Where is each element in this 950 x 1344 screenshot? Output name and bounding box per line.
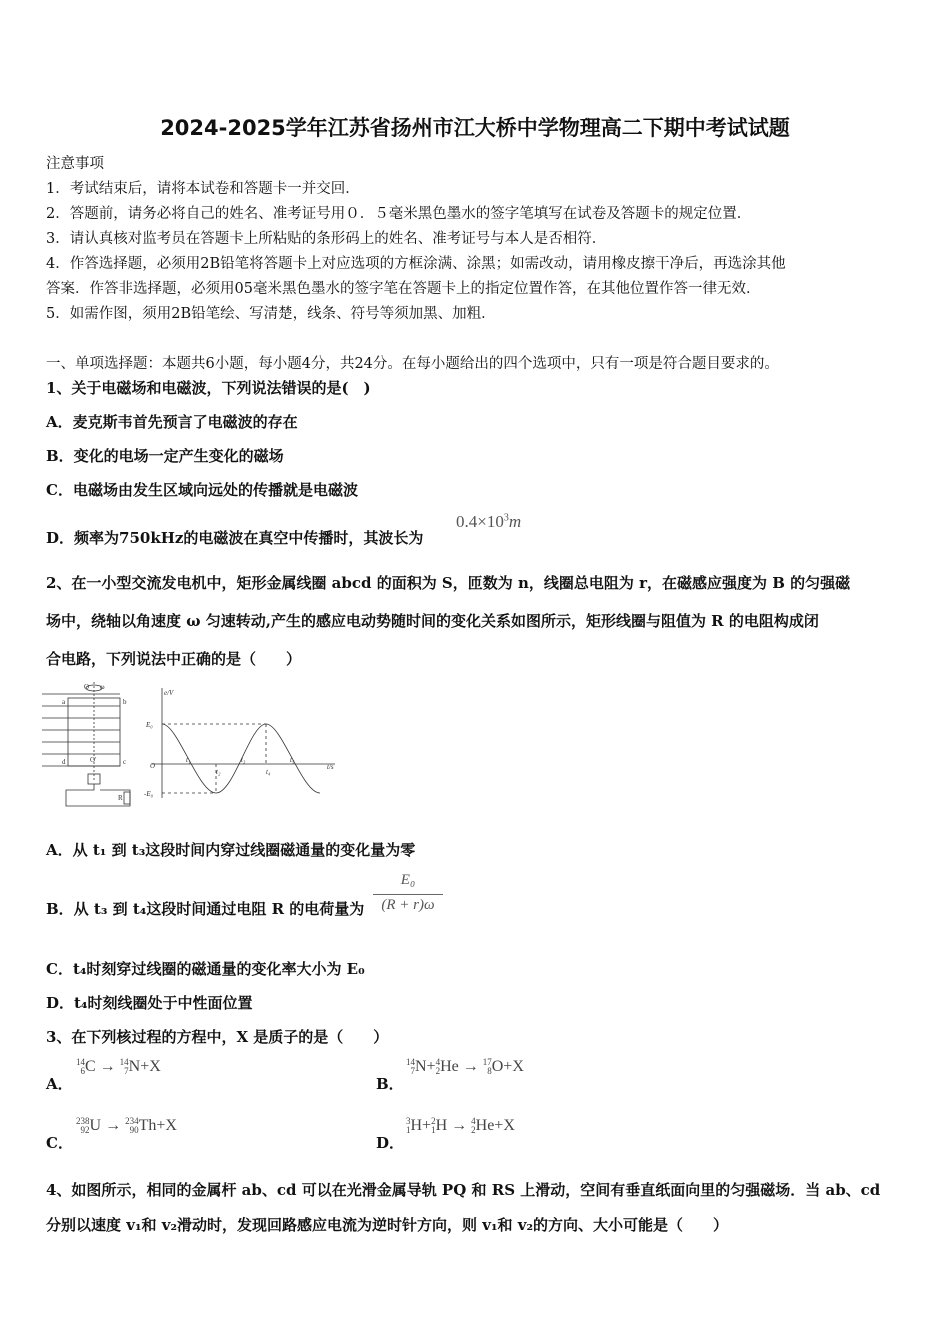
t1-label: t₁ [186, 756, 191, 764]
q3-option-c-label: C． [46, 1134, 73, 1152]
t5-label: t₅ [290, 756, 295, 764]
axis-top-label: O [84, 683, 90, 691]
t-axis-label: t/s [327, 763, 334, 771]
question-2-line: 合电路，下列说法中正确的是（ ） [46, 650, 302, 668]
q3-option-b-equation: 14 7N+4 2He → 17 8O+X [406, 1057, 524, 1076]
page-title: 2024-2025学年江苏省扬州市江大桥中学物理高二下期中考试试题 [160, 116, 790, 140]
question-2-line: 2、在一小型交流发电机中，矩形金属线圈 abcd 的面积为 S，匝数为 n，线圈总电阻为 r，在磁感应强度为 B 的匀强磁 [46, 574, 851, 592]
q2-option-c: C．t₄时刻穿过线圈的磁通量的变化率大小为 E₀ [46, 960, 365, 978]
t2-label: t₂ [216, 768, 221, 776]
section-heading: 一、单项选择题：本题共6小题，每小题4分，共24分。在每小题给出的四个选项中，只有一项是符合题目要求的。 [46, 356, 779, 372]
e0-label: E₀ [146, 721, 153, 729]
q2-option-a: A．从 t₁ 到 t₃这段时间内穿过线圈磁通量的变化量为零 [46, 841, 416, 859]
axis-bottom-label: O′ [90, 756, 97, 764]
question-1-stem: 1、关于电磁场和电磁波，下列说法错误的是( ) [46, 379, 371, 397]
question-4-line: 4、如图所示，相同的金属杆 ab、cd 可以在光滑金属导轨 PQ 和 RS 上滑动，空间有垂直纸面向里的匀强磁场．当 ab、cd [46, 1181, 881, 1199]
q3-option-a-equation: 14 6C → 14 7N+X [76, 1057, 161, 1076]
omega-label: ω [100, 683, 105, 691]
notice-item: 3．请认真核对监考员在答题卡上所粘贴的条形码上的姓名、准考证号与本人是否相符． [46, 231, 607, 247]
q3-option-c-equation: 238 92U → 234 90Th+X [76, 1116, 177, 1135]
notice-item: 4．作答选择题，必须用2B铅笔将答题卡上对应选项的方框涂满、涂黑；如需改动，请用橡皮擦干净后，再选涂其他 [46, 256, 786, 272]
fraction-numerator: E₀ [400, 872, 416, 888]
q2-option-b: B．从 t₃ 到 t₄这段时间通过电阻 R 的电荷量为 [46, 900, 365, 918]
neg-e0-label: -E₀ [144, 790, 154, 798]
t4-label: t₄ [266, 768, 271, 776]
question-2-line: 场中，绕轴以角速度 ω 匀速转动,产生的感应电动势随时间的变化关系如图所示，矩形线圈与阻值为 R 的电阻构成闭 [46, 612, 819, 630]
question-3-stem: 3、在下列核过程的方程中，X 是质子的是（ ） [46, 1028, 389, 1046]
q2-option-d: D．t₄时刻线圈处于中性面位置 [46, 994, 253, 1012]
notice-item: 2．答题前，请务必将自己的姓名、准考证号用０．５毫米黑色墨水的签字笔填写在试卷及答题卡的规定位置． [46, 206, 752, 222]
notice-item: 答案．作答非选择题，必须用05毫米黑色墨水的签字笔在答题卡上的指定位置作答，在其他位置作答一律无效． [46, 281, 761, 297]
q3-option-d-equation: 3 1H+2 1H → 4 2He+X [406, 1116, 515, 1135]
fraction-denominator: (R + r)ω [381, 897, 435, 913]
corner-b-label: b [123, 698, 127, 706]
q1-option-d: D．频率为750kHz的电磁波在真空中传播时，其波长为 [46, 529, 424, 547]
notice-item: 5．如需作图，须用2B铅笔绘、写清楚，线条、符号等须加黑、加粗． [46, 306, 496, 322]
t3-label: t₃ [241, 756, 246, 764]
e-axis-label: e/V [164, 689, 174, 697]
corner-c-label: c [123, 758, 127, 766]
q1-option-a: A．麦克斯韦首先预言了电磁波的存在 [46, 413, 298, 431]
q3-option-b-label: B． [376, 1075, 404, 1093]
q1-wavelength-formula: $0.4\times 10^3m$ [456, 512, 522, 531]
origin-label: O [150, 762, 156, 770]
generator-figure [40, 680, 350, 810]
resistor-label: R [118, 794, 123, 802]
q3-option-d-label: D． [376, 1134, 405, 1152]
q1-option-c: C．电磁场由发生区域向远处的传播就是电磁波 [46, 481, 358, 499]
q3-option-a-label: A． [46, 1075, 73, 1093]
corner-d-label: d [62, 758, 66, 766]
corner-a-label: a [62, 698, 66, 706]
question-4-line: 分别以速度 v₁和 v₂滑动时，发现回路感应电流为逆时针方向，则 v₁和 v₂的方向、大小可能是（ ） [46, 1216, 729, 1234]
notice-heading: 注意事项 [46, 156, 104, 172]
q1-option-b: B．变化的电场一定产生变化的磁场 [46, 447, 284, 465]
notice-item: 1．考试结束后，请将本试卷和答题卡一并交回． [46, 181, 360, 197]
